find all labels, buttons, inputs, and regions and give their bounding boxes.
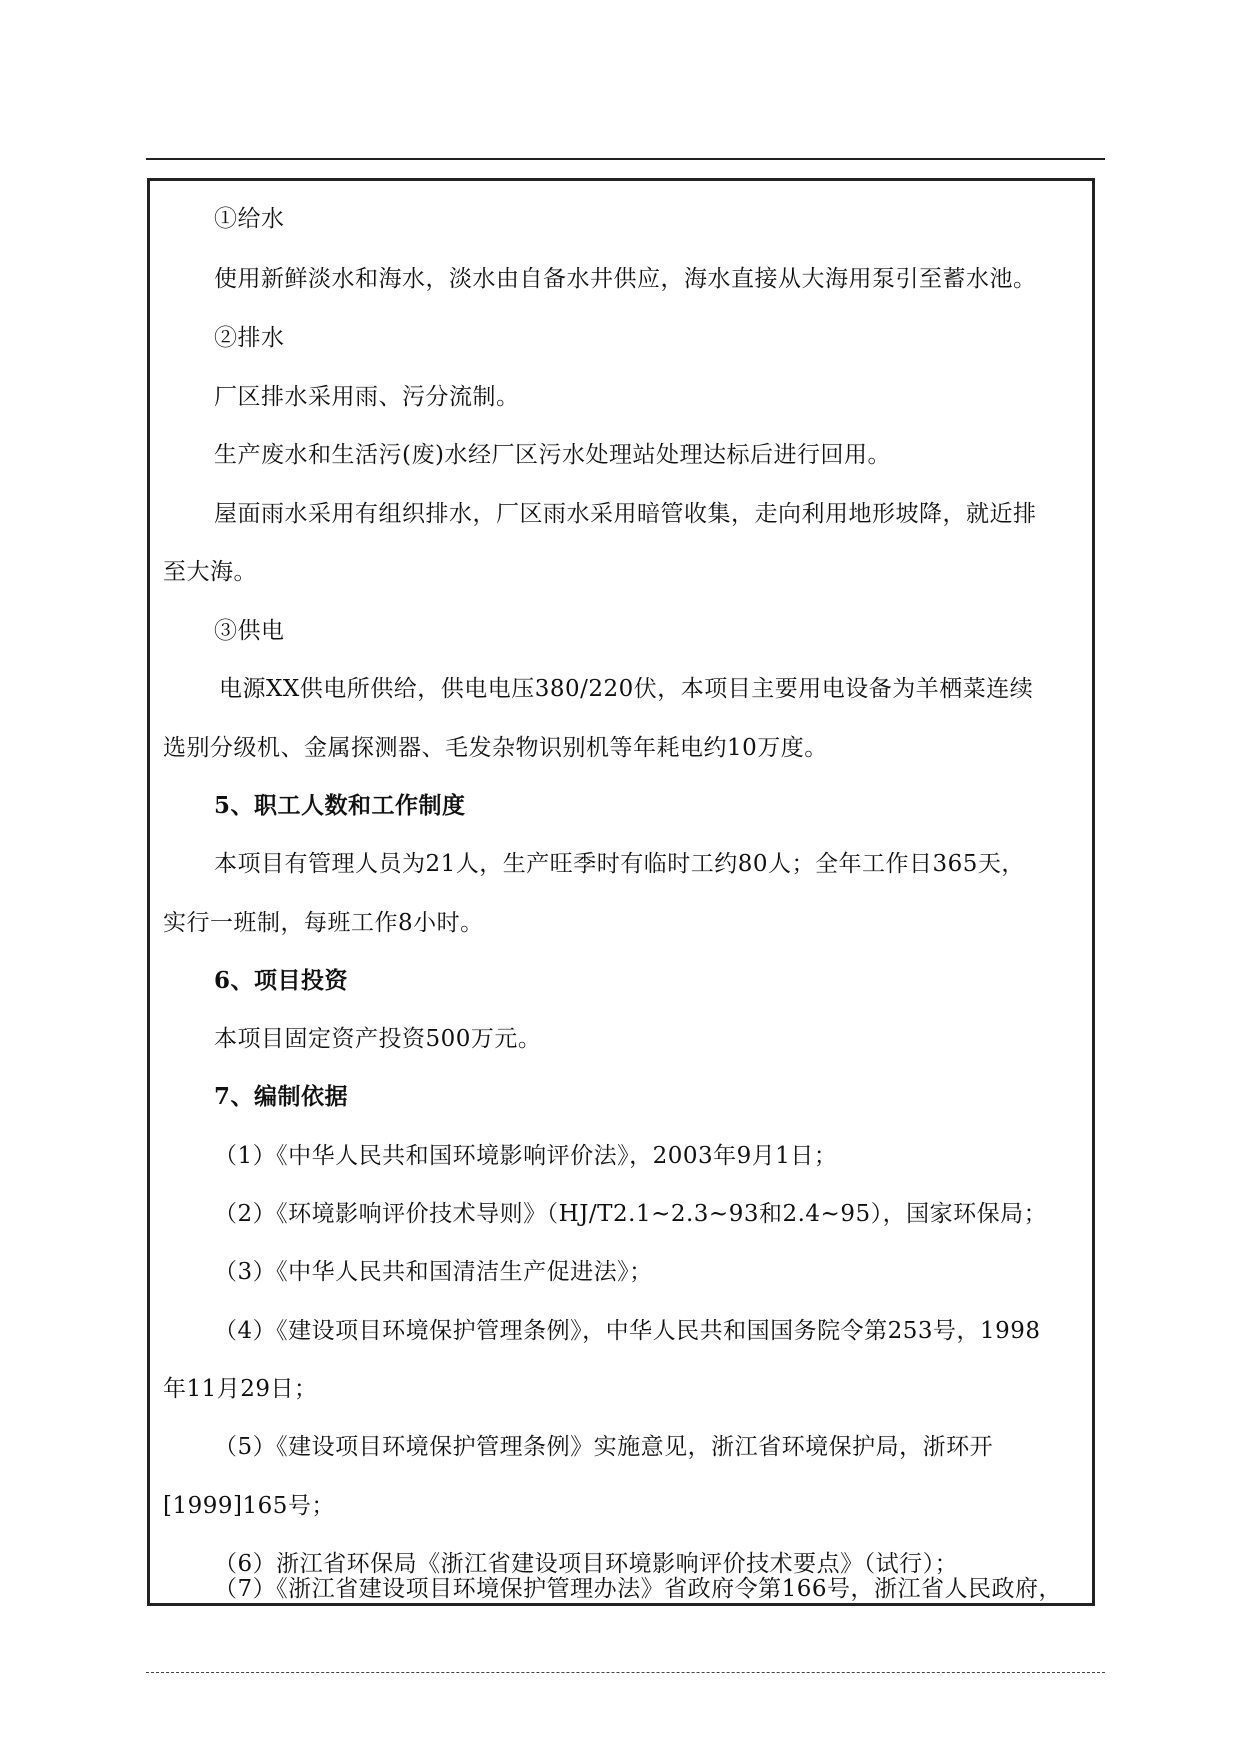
paragraph-line: 至大海。 <box>163 559 257 585</box>
reference-item-continued: [1999]165号； <box>163 1493 335 1519</box>
reference-item: （5）《建设项目环境保护管理条例》实施意见，浙江省环境保护局，浙环开 <box>214 1434 994 1460</box>
reference-item: （7）《浙江省建设项目环境保护管理办法》省政府令第166号，浙江省人民政府， <box>214 1576 1063 1602</box>
subheading-water-supply: ①给水 <box>214 206 285 232</box>
paragraph-line: 屋面雨水采用有组织排水，厂区雨水采用暗管收集，走向利用地形坡降，就近排 <box>214 501 1037 527</box>
paragraph-line: 本项目有管理人员为21人，生产旺季时有临时工约80人；全年工作日365天， <box>214 851 1025 877</box>
section-heading-investment: 6、项目投资 <box>214 967 349 994</box>
reference-item-continued: 年11月29日； <box>163 1376 318 1402</box>
subheading-drainage: ②排水 <box>214 325 285 351</box>
footer-dashed-rule <box>146 1672 1105 1673</box>
reference-item: （4）《建设项目环境保护管理条例》，中华人民共和国国务院令第253号，1998 <box>214 1318 1041 1344</box>
paragraph-line: 选别分级机、金属探测器、毛发杂物识别机等年耗电约10万度。 <box>163 735 828 761</box>
reference-item: （6）浙江省环保局《浙江省建设项目环境影响评价技术要点》（试行）； <box>214 1551 959 1577</box>
header-rule <box>146 158 1105 160</box>
paragraph-line: 电源XX供电所供给，供电电压380/220伏，本项目主要用电设备为羊栖菜连续 <box>219 676 1034 702</box>
reference-item: （2）《环境影响评价技术导则》（HJ/T2.1~2.3~93和2.4~95），国家环保局； <box>214 1201 1048 1227</box>
section-heading-basis: 7、编制依据 <box>214 1083 349 1110</box>
paragraph-line: 实行一班制，每班工作8小时。 <box>163 910 484 936</box>
reference-item: （3）《中华人民共和国清洁生产促进法》； <box>214 1259 653 1285</box>
paragraph-line: 使用新鲜淡水和海水，淡水由自备水井供应，海水直接从大海用泵引至蓄水池。 <box>214 266 1037 292</box>
section-heading-staffing: 5、职工人数和工作制度 <box>214 792 466 819</box>
paragraph-line: 生产废水和生活污(废)水经厂区污水处理站处理达标后进行回用。 <box>214 442 891 468</box>
paragraph-line: 本项目固定资产投资500万元。 <box>214 1026 542 1052</box>
paragraph-line: 厂区排水采用雨、污分流制。 <box>214 384 520 410</box>
subheading-power-supply: ③供电 <box>214 618 285 644</box>
reference-item: （1）《中华人民共和国环境影响评价法》，2003年9月1日； <box>214 1143 838 1169</box>
